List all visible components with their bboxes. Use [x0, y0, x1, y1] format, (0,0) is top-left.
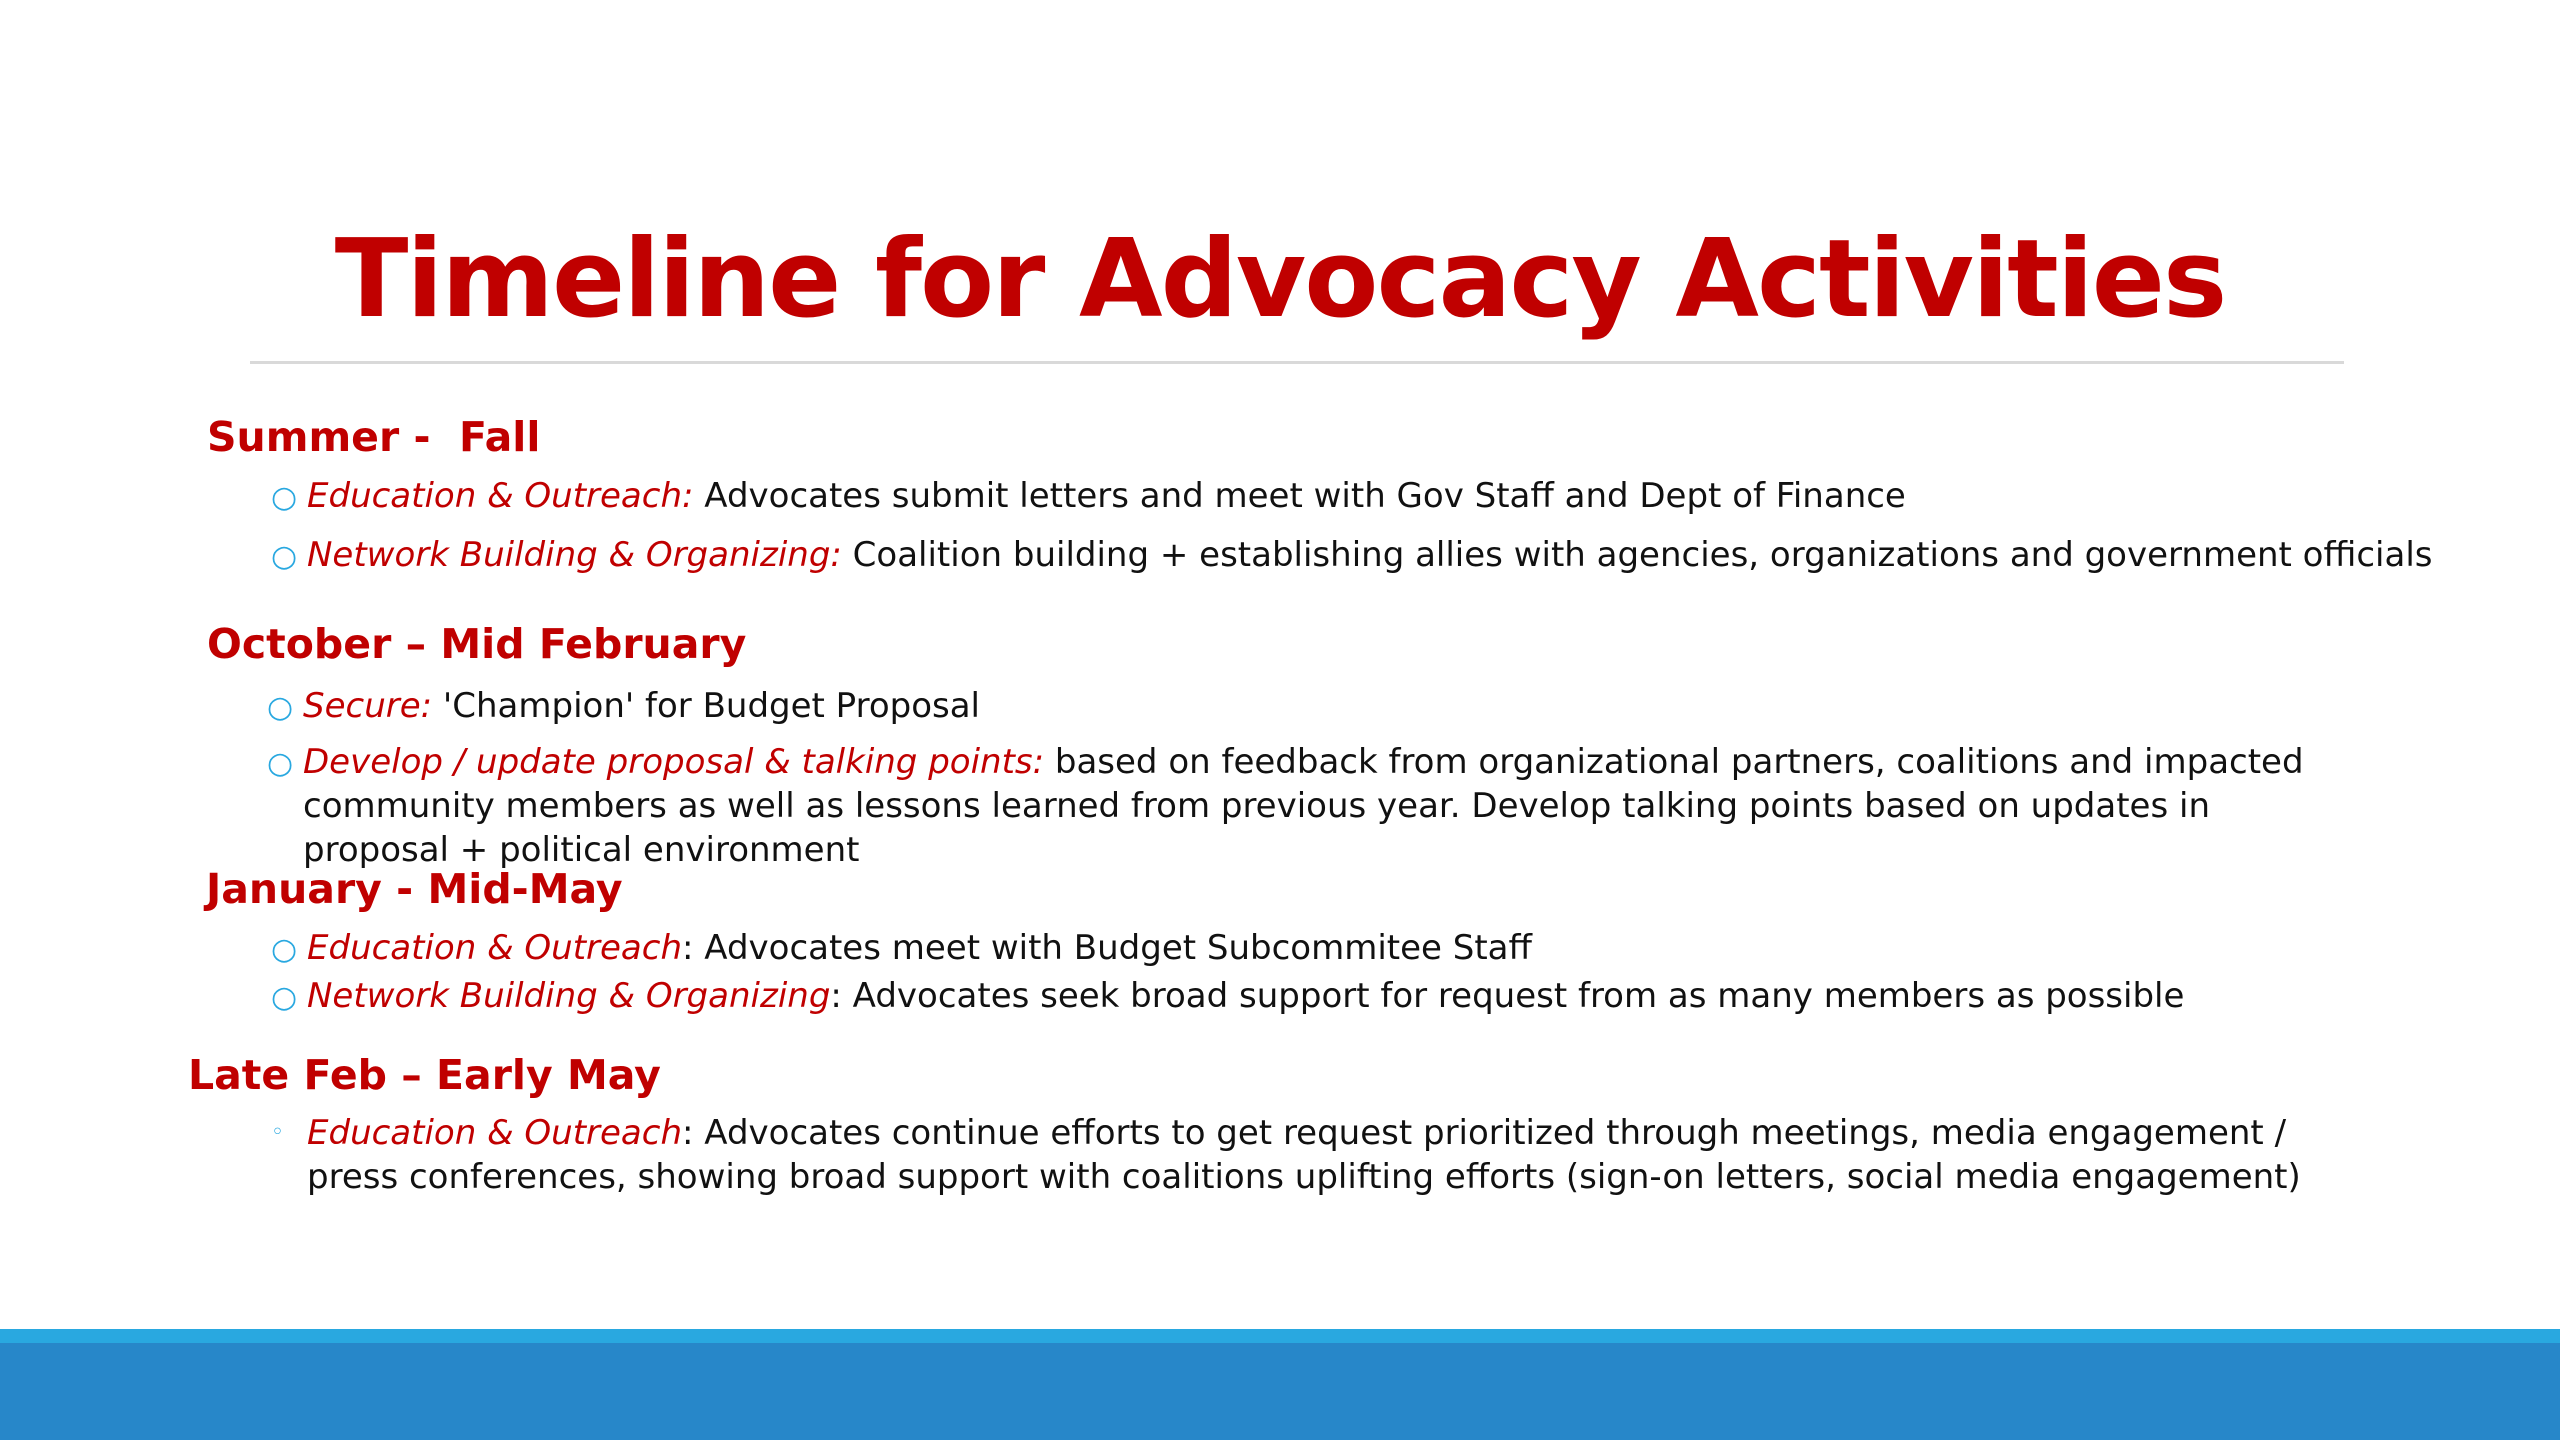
list-item — [271, 533, 2457, 577]
list-item — [271, 926, 2457, 970]
footer-band — [0, 1343, 2560, 1440]
item-label: Secure: — [303, 686, 433, 726]
list-item — [271, 1111, 2337, 1199]
section-heading-october-mid-february: October – Mid February — [207, 620, 747, 668]
hollow-circle-bullet-icon: ○ — [267, 746, 294, 781]
section-heading-late-feb-early-may: Late Feb – Early May — [188, 1051, 661, 1099]
item-label: Education & Outreach: — [307, 476, 694, 516]
item-text: : Advocates seek broad support for request from as many members as possible — [830, 976, 2185, 1016]
hollow-circle-bullet-icon: ○ — [271, 932, 298, 967]
list-item — [271, 974, 2457, 1018]
list-item — [267, 684, 2453, 728]
item-text: Coalition building + establishing allies with agencies, organizations and government officials — [841, 535, 2433, 575]
item-text: 'Champion' for Budget Proposal — [432, 686, 980, 726]
hollow-circle-bullet-icon: ○ — [271, 980, 298, 1015]
hollow-circle-bullet-icon: ◦ — [271, 1120, 284, 1145]
list-item — [271, 474, 2457, 518]
item-label: Develop / update proposal & talking points: — [303, 742, 1045, 782]
section-heading-summer-fall: Summer - Fall — [207, 413, 541, 461]
item-label: Education & Outreach — [307, 1113, 683, 1153]
item-text: : Advocates continue efforts to get request prioritized through meetings, media engagement / press conferences, showing broad support with coalitions uplifting efforts (sign-on letters, social media engagement) — [307, 1113, 2301, 1197]
hollow-circle-bullet-icon: ○ — [271, 539, 298, 574]
list-item — [267, 740, 2323, 872]
hollow-circle-bullet-icon: ○ — [267, 690, 294, 725]
item-text: based on feedback from organizational partners, coalitions and impacted community members as well as lessons learned from previous year. Develop talking points based on updates in proposal + political environment — [303, 742, 2304, 870]
footer-accent-stripe — [0, 1329, 2560, 1343]
item-text: : Advocates meet with Budget Subcommitee Staff — [682, 928, 1532, 968]
item-text: Advocates submit letters and meet with Gov Staff and Dept of Finance — [693, 476, 1906, 516]
slide-title: Timeline for Advocacy Activities — [334, 217, 2226, 342]
item-label: Network Building & Organizing: — [307, 535, 842, 575]
item-label: Education & Outreach — [307, 928, 683, 968]
item-label: Network Building & Organizing — [307, 976, 831, 1016]
section-heading-january-mid-may: January - Mid-May — [206, 865, 623, 913]
hollow-circle-bullet-icon: ○ — [271, 480, 298, 515]
